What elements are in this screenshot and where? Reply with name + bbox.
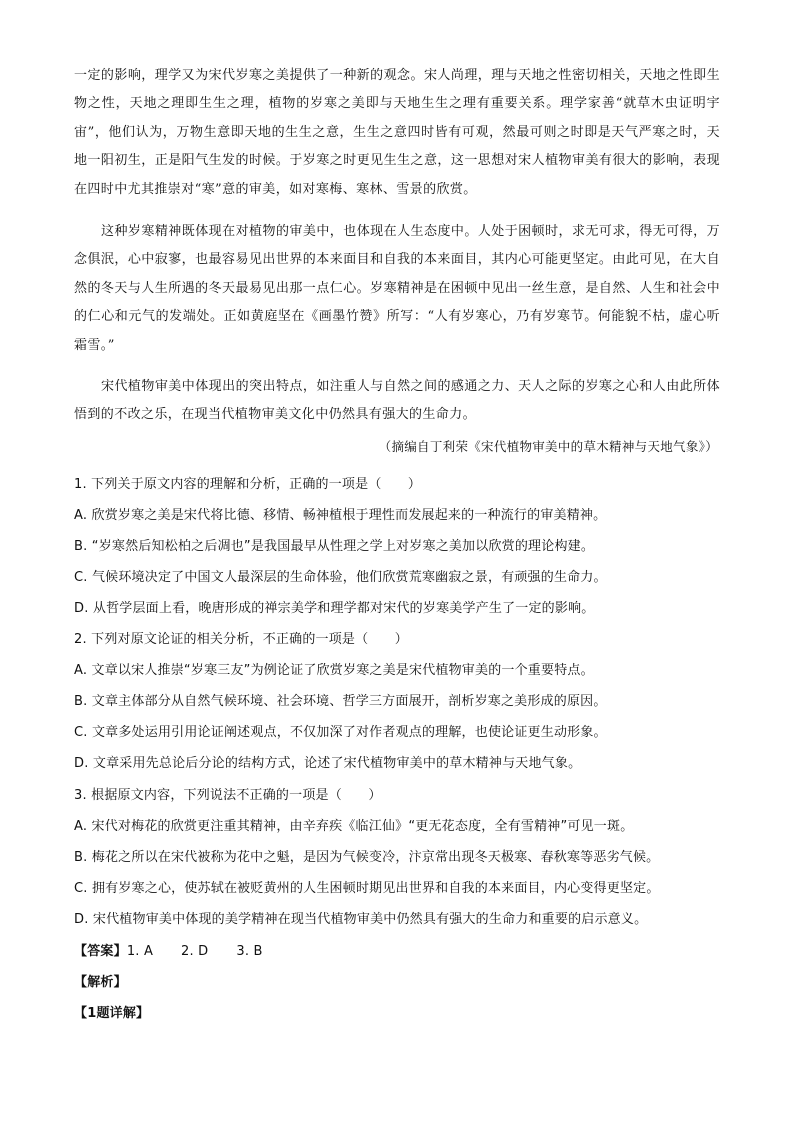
question-2-option-a: A. 文章以宋人推崇“岁寒三友”为例论证了欣赏岁寒之美是宋代植物审美的一个重要特点。: [74, 663, 594, 678]
answer-item-2: 2. D: [181, 944, 209, 959]
answer-item-3: 3. B: [236, 944, 263, 959]
detail-label: 【1题详解】: [74, 1006, 150, 1021]
question-2-stem: 2. 下列对原文论证的相关分析，不正确的一项是（ ）: [74, 632, 408, 647]
question-1-option-a: A. 欣赏岁寒之美是宋代将比德、移情、畅神植根于理性而发展起来的一种流行的审美精神。: [74, 508, 607, 523]
question-1-option-d: D. 从哲学层面上看，晚唐形成的禅宗美学和理学都对宋代的岁寒美学产生了一定的影响。: [74, 601, 595, 616]
question-1-option-b: B. “岁寒然后知松柏之后凋也”是我国最早从性理之学上对岁寒之美加以欣赏的理论构建。: [74, 539, 595, 554]
answer-item-1: 1. A: [126, 944, 154, 959]
passage-paragraph-1: 一定的影响，理学又为宋代岁寒之美提供了一种新的观念。宋人尚理，理与天地之性密切相关，天地之性即生物之性，天地之理即生生之理，植物的岁寒之美即与天地生生之理有重要关系。理学家善“就草木虫证明宇宙”，他们认为，万物生意即天地的生生之意，生生之意四时皆有可观，然最可则之时即是天气严寒之时，天地一阳初生，正是阳气生发的时候。于岁寒之时更见生生之意，这一思想对宋人植物审美有很大的影响，表现在四时中尤其推崇对“寒”意的审美，如对寒梅、寒林、雪景的欣赏。: [74, 68, 720, 197]
source-citation: （摘编自丁利荣《宋代植物审美中的草木精神与天地气象》）: [378, 439, 718, 454]
answer-line: [74, 940, 734, 959]
question-2-option-c: C. 文章多处运用引用论证阐述观点，不仅加深了对作者观点的理解，也使论证更生动形象。: [74, 725, 607, 740]
question-3-option-a: A. 宋代对梅花的欣赏更注重其精神，由辛弃疾《临江仙》“更无花态度，全有雪精神”可见一斑。: [74, 819, 634, 834]
question-1-stem: 1. 下列关于原文内容的理解和分析，正确的一项是（ ）: [74, 477, 422, 492]
question-3-stem: 3. 根据原文内容，下列说法不正确的一项是（ ）: [74, 788, 382, 803]
question-2-option-d: D. 文章采用先总论后分论的结构方式，论述了宋代植物审美中的草木精神与天地气象。: [74, 756, 582, 771]
passage-paragraph-3: 宋代植物审美中体现出的突出特点，如注重人与自然之间的感通之力、天人之际的岁寒之心和人由此所体悟到的不改之乐，在现当代植物审美文化中仍然具有强大的生命力。: [74, 379, 720, 423]
question-2-option-b: B. 文章主体部分从自然气候环境、社会环境、哲学三方面展开，剖析岁寒之美形成的原因。: [74, 694, 607, 709]
question-1-option-c: C. 气候环境决定了中国文人最深层的生命体验，他们欣赏荒寒幽寂之景，有顽强的生命力。: [74, 570, 607, 585]
passage-paragraph-2: 这种岁寒精神既体现在对植物的审美中，也体现在人生态度中。人处于困顿时，求无可求，得无可得，万念俱泯，心中寂寥，也最容易见出世界的本来面目和自我的本来面目，其内心可能更坚定。由此可见，在大自然的冬天与人生所遇的冬天最易见出那一点仁心。岁寒精神是在困顿中见出一丝生意，是自然、人生和社会中的仁心和元气的发端处。正如黄庭坚在《画墨竹赞》所写：“人有岁寒心，乃有岁寒节。何能貌不枯，虚心听霜雪。”: [74, 224, 720, 353]
question-3-option-b: B. 梅花之所以在宋代被称为花中之魁，是因为气候变冷，汴京常出现冬天极寒、春秋寒等恶劣气候。: [74, 850, 660, 865]
question-3-option-c: C. 拥有岁寒之心，使苏轼在被贬黄州的人生困顿时期见出世界和自我的本来面目，内心变得更坚定。: [74, 881, 660, 896]
answer-label: 【答案】: [74, 944, 127, 959]
analysis-label: 【解析】: [74, 975, 127, 990]
question-3-option-d: D. 宋代植物审美中体现的美学精神在现当代植物审美中仍然具有强大的生命力和重要的启示意义。: [74, 912, 648, 927]
